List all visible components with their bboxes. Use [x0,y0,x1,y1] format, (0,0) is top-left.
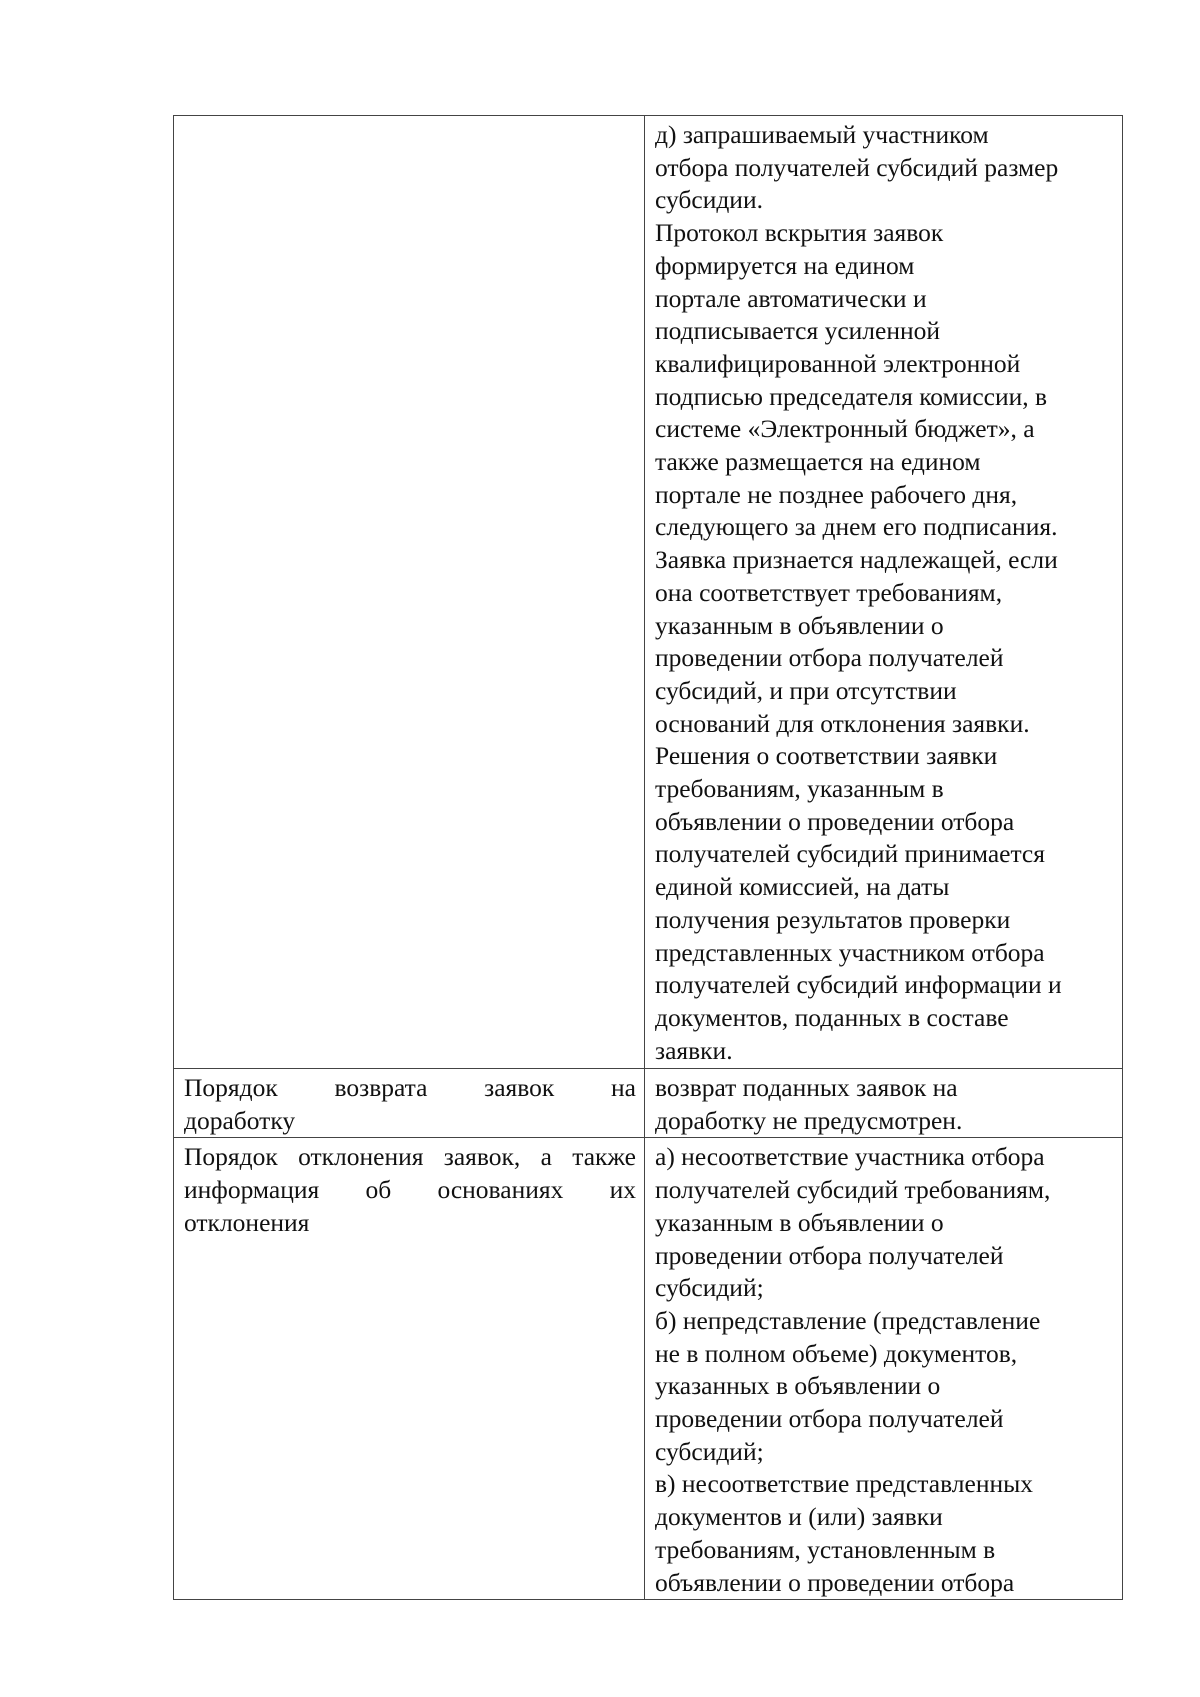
text-line: возврат поданных заявок на [655,1073,958,1102]
text-line: квалифицированной электронной [655,348,1021,378]
text-line: субсидий, и при отсутствии [655,675,957,705]
text-line: в) несоответствие представленных [655,1469,1034,1499]
table-row [174,1069,1123,1138]
text-line: получателей субсидий принимается [655,839,1045,869]
table-row [174,116,1123,1069]
text-line: Порядок отклонения заявок, а также [184,1142,636,1172]
text-line: объявлении о проведении отбора [655,1567,1015,1597]
text-line: подписывается усиленной [655,316,941,346]
text-line: заявки. [655,1035,733,1065]
text-line: Порядок возврата заявок на [184,1073,636,1102]
text-line: системе «Электронный бюджет», а [655,414,1035,444]
text-line: а) несоответствие участника отбора [655,1142,1045,1172]
text-line: б) непредставление (представление [655,1305,1041,1335]
left-cell-rejection-procedure [174,1138,645,1600]
text-line: требованиям, установленным в [655,1534,996,1564]
text-line: указанным в объявлении о [655,1207,944,1237]
text-line: портале не позднее рабочего дня, [655,479,1018,509]
text-line: субсидий; [655,1273,764,1303]
left-cell-return-procedure [174,1069,645,1138]
left-cell-empty [174,116,645,1069]
text-line: проведении отбора получателей [655,1404,1004,1434]
table-row [174,1138,1123,1600]
text-line: указанных в объявлении о [655,1371,941,1401]
text-line: документов и (или) заявки [655,1502,943,1532]
text-line: д) запрашиваемый участником [655,120,989,149]
text-line: подписью председателя комиссии, в [655,381,1048,411]
text-line: получателей субсидий информации и [655,970,1062,1000]
text-line: отклонения [184,1207,310,1237]
text-line: не в полном объеме) документов, [655,1338,1018,1368]
text-line: доработку [184,1105,296,1135]
text-line: следующего за днем его подписания. [655,512,1058,542]
text-line: Заявка признается надлежащей, если [655,545,1058,575]
text-line: Решения о соответствии заявки [655,741,998,771]
text-line: субсидии. [655,185,763,215]
text-line: формируется на едином [655,250,915,280]
text-line: единой комиссией, на даты [655,872,950,902]
text-line: представленных участником отбора [655,937,1045,967]
text-line: портале автоматически и [655,283,927,313]
text-line: требованиям, указанным в [655,774,944,804]
text-line: проведении отбора получателей [655,643,1004,673]
text-line: получателей субсидий требованиям, [655,1175,1051,1205]
text-line: объявлении о проведении отбора [655,806,1015,836]
text-line: Протокол вскрытия заявок [655,218,944,248]
right-cell-rejection-grounds [645,1138,1123,1600]
text-line: субсидий; [655,1436,764,1466]
text-line: доработку не предусмотрен. [655,1105,963,1135]
text-line: она соответствует требованиям, [655,577,1003,607]
right-cell-protocol [645,116,1123,1069]
text-line: получения результатов проверки [655,904,1011,934]
text-line: документов, поданных в составе [655,1002,1009,1032]
right-cell-return-procedure [645,1069,1123,1138]
text-line: оснований для отклонения заявки. [655,708,1030,738]
text-line: проведении отбора получателей [655,1240,1004,1270]
document-table [173,115,1123,1600]
text-line: отбора получателей субсидий размер [655,152,1059,182]
text-line: информация об основаниях их [184,1175,636,1205]
text-line: указанным в объявлении о [655,610,944,640]
text-line: также размещается на едином [655,447,981,477]
